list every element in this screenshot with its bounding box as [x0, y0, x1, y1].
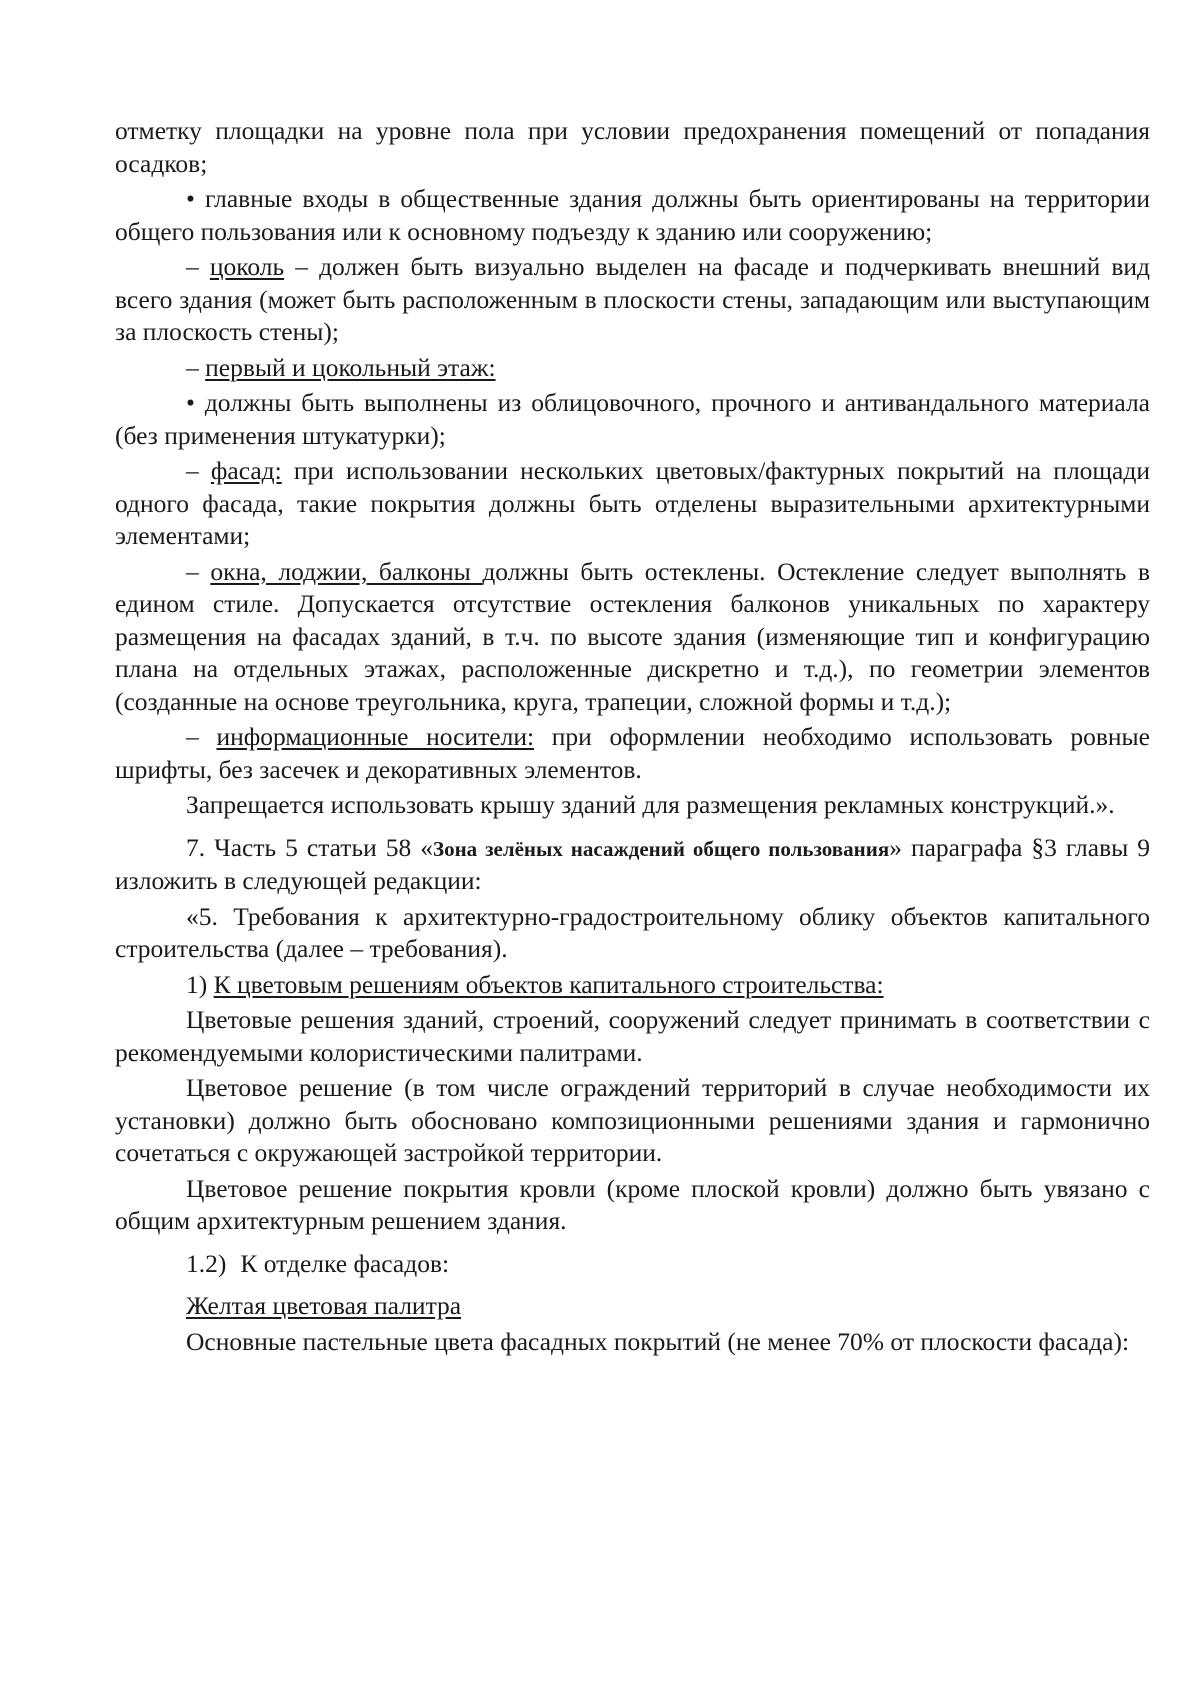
item-7-text-b: » параграфа §3 главы 9 изложить в следующей редакции:	[115, 832, 1150, 895]
paragraph-facing-material: • должны быть выполнены из облицовочного, прочного и антивандального материала (без применения штукатурки);	[115, 388, 1150, 450]
paragraph-facade	[115, 455, 1150, 553]
zone-name-bold: Зона зелёных насаждений общего пользования	[433, 836, 890, 861]
paragraph-plinth	[115, 251, 1150, 349]
paragraph-plinth-text: – должен быть визуально выделен на фасаде и подчеркивать внешний вид всего здания (может быть расположенным в плоскости стены, западающим или выступающим за плоскость стены);	[115, 252, 1150, 346]
paragraph-color-palettes: Цветовые решения зданий, строений, сооружений следует принимать в соответствии с рекомендуемыми колористическими палитрами.	[115, 1005, 1150, 1067]
paragraph-windows-text: должны быть остеклены. Остекление следует выполнять в едином стиле. Допускается отсутствие остекления балконов уникальных по характеру размещения на фасадах зданий, в т.ч. по высоте здания (изменяющие тип и конфигурацию плана на отдельных этажах, расположенные дискретно и т.д.), по геометрии элементов (созданные на основе треугольника, круга, трапеции, сложной формы и т.д.);	[115, 556, 1151, 716]
paragraph-info-carriers-text: при оформлении необходимо использовать ровные шрифты, без засечек и декоративных элементов.	[115, 722, 1150, 784]
paragraph-windows	[115, 556, 1150, 719]
paragraph-facade-text: при использовании нескольких цветовых/фактурных покрытий на площади одного фасада, такие покрытия должны быть отделены выразительными архитектурными элементами;	[115, 456, 1150, 550]
paragraph-item-7	[115, 832, 1150, 898]
paragraph-entrance-level: отметку площадки на уровне пола при условии предохранения помещений от попадания осадков;	[115, 116, 1150, 178]
term-first-floor: первый и цокольный этаж:	[205, 352, 496, 382]
paragraph-requirements-5: «5. Требования к архитектурно-градостроительному облику объектов капитального строительства (далее – требования).	[115, 901, 1150, 963]
paragraph-main-entrances: • главные входы в общественные здания должны быть ориентированы на территории общего пользования или к основному подъезду к зданию или сооружению;	[115, 184, 1150, 246]
term-facade: фасад:	[210, 456, 282, 485]
term-info-carriers: информационные носители:	[216, 722, 535, 751]
dash: –	[186, 722, 217, 751]
term-color-solutions: К цветовым решениям объектов капитального строительства:	[213, 969, 884, 999]
dash: –	[186, 456, 211, 485]
dash: –	[186, 352, 206, 382]
dash: –	[186, 252, 210, 281]
facade-finishing-text: К отделке фасадов:	[240, 1248, 450, 1278]
term-windows: окна, лоджии, балконы	[210, 556, 483, 586]
paragraph-first-floor	[115, 352, 1150, 385]
term-plinth: цоколь	[209, 252, 285, 281]
item-number: 1)	[186, 969, 214, 999]
paragraph-roof-advertising: Запрещается использовать крышу зданий для размещения рекламных конструкций.».	[186, 790, 1115, 819]
paragraph-pastel-colors: Основные пастельные цвета фасадных покрытий (не менее 70% от плоскости фасада):	[186, 1326, 1130, 1356]
paragraph-color-solutions-heading	[115, 969, 1150, 1002]
item-7-text-a: 7. Часть 5 статьи 58 «	[186, 832, 433, 862]
dash: –	[186, 556, 211, 586]
paragraph-facade-finishing	[115, 1248, 1150, 1281]
paragraph-color-fences: Цветовое решение (в том числе ограждений территорий в случае необходимости их установки) должно быть обосновано композиционными решениями здания и гармонично сочетаться с окружающей застройкой территории.	[115, 1073, 1150, 1167]
paragraph-yellow-palette	[115, 1290, 1150, 1323]
item-number: 1.2)	[186, 1248, 227, 1278]
term-yellow-palette: Желтая цветовая палитра	[186, 1291, 462, 1320]
paragraph-roof-color: Цветовое решение покрытия кровли (кроме плоской кровли) должно быть увязано с общим архитектурным решением здания.	[115, 1173, 1150, 1235]
paragraph-info-carriers	[115, 721, 1150, 786]
